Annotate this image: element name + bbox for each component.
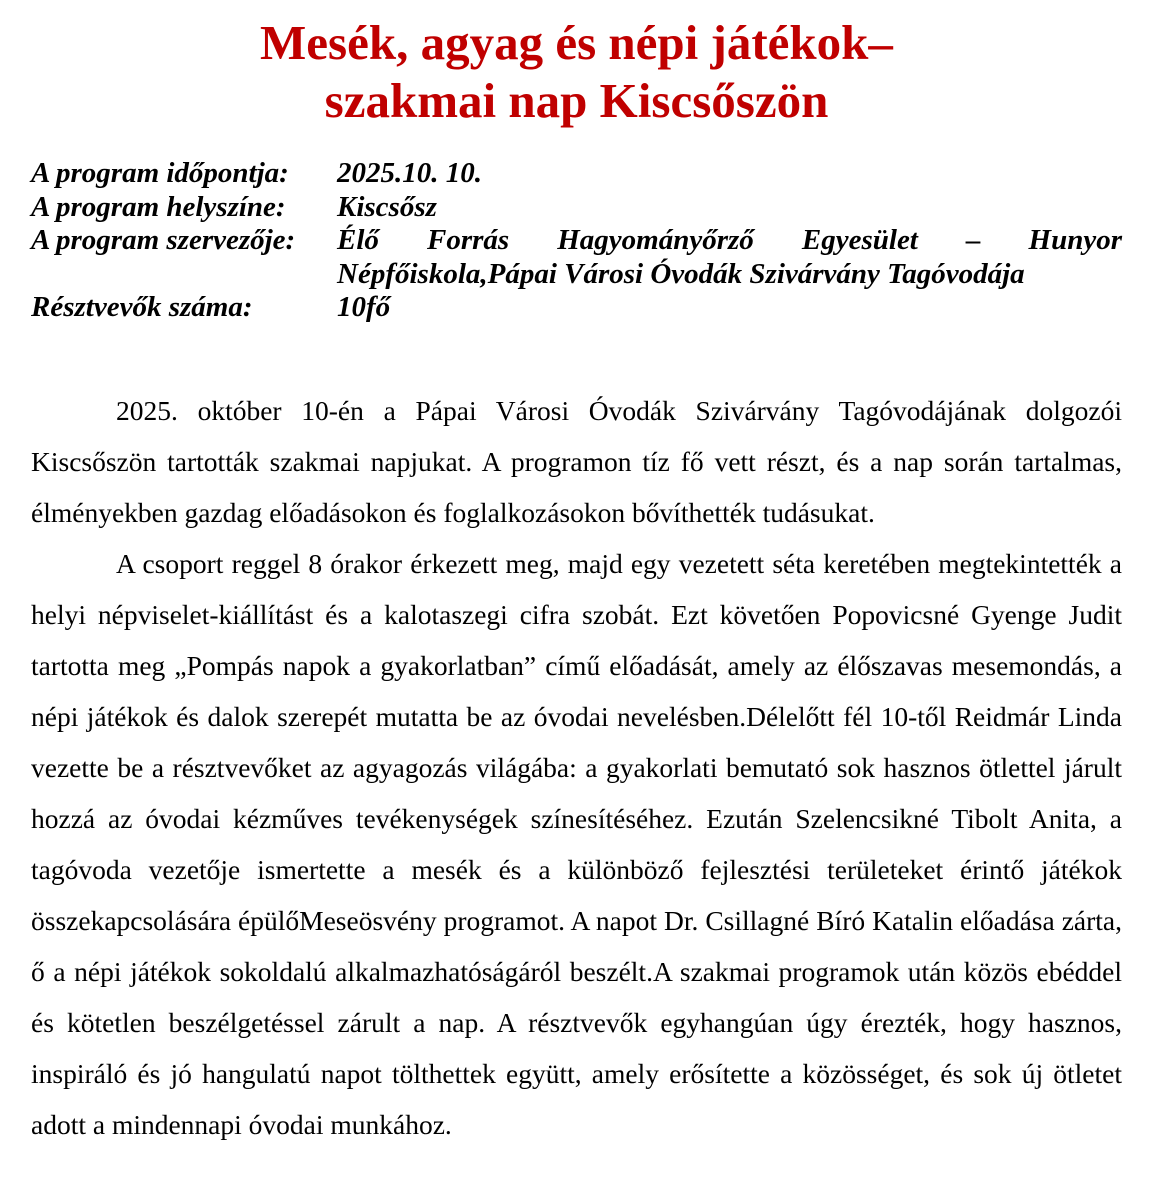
meta-label-program-organizer: A program szervezője: bbox=[31, 224, 296, 256]
document-body bbox=[31, 385, 1122, 1150]
meta-value-participant-count: 10fő bbox=[337, 291, 391, 323]
meta-value-program-date: 2025.10. 10. bbox=[337, 157, 482, 189]
meta-label-program-date: A program időpontja: bbox=[31, 157, 289, 189]
document-title-line-1: Mesék, agyag és népi játékok– bbox=[260, 15, 893, 70]
document-title bbox=[31, 14, 1122, 130]
meta-label-program-location: A program helyszíne: bbox=[31, 190, 286, 223]
meta-value-program-location: Kiscsősz bbox=[337, 190, 437, 223]
body-paragraph-2: A csoport reggel 8 órakor érkezett meg, majd egy vezetett séta keretében megtekintették a helyi népviselet-kiállítást és a kalotaszegi cifra szobát. Ezt követően Popovicsné Gyenge Judit tartotta meg „Pompás napok a gyakorlatban” című előadását, amely az élőszavas mesemondás, a népi játékok és dalok szerepét mutatta be az óvodai nevelésben.Délelőtt fél 10-től Reidmár Linda vezette be a résztvevőket az agyagozás világába: a gyakorlati bemutató sok hasznos ötlettel járult hozzá az óvodai kézműves tevékenységek színesítéséhez. Ezután Szelencsikné Tibolt Anita, a tagóvoda vezetője ismertette a mesék és a különböző fejlesztési területeket érintő játékok összekapcsolására épülőMeseösvény programot. A napot Dr. Csillagné Bíró Katalin előadása zárta, ő a népi játékok sokoldalú alkalmazhatóságáról beszélt.A szakmai programok után közös ebéddel és kötetlen beszélgetéssel zárult a nap. A résztvevők egyhangúan úgy érezték, hogy hasznos, inspiráló és jó hangulatú napot tölthettek együtt, amely erősítette a közösséget, és sok új ötletet adott a mindennapi óvodai munkához. bbox=[31, 547, 1122, 1140]
document-title-line-2: szakmai nap Kiscsőszön bbox=[324, 73, 829, 128]
meta-label-participant-count: Résztvevők száma: bbox=[31, 291, 253, 323]
meta-value-program-organizer: Élő Forrás Hagyományőrző Egyesület – Hunyor Népfőiskola,Pápai Városi Óvodák Szivárvány Tagóvodája bbox=[337, 224, 1122, 290]
body-paragraph-1: 2025. október 10-én a Pápai Városi Óvodák Szivárvány Tagóvodájának dolgozói Kiscsőszön tartották szakmai napjukat. A programon tíz fő vett részt, és a nap során tartalmas, élményekben gazdag előadásokon és foglalkozásokon bővíthették tudásukat. bbox=[31, 394, 1122, 528]
program-details bbox=[31, 157, 1122, 325]
